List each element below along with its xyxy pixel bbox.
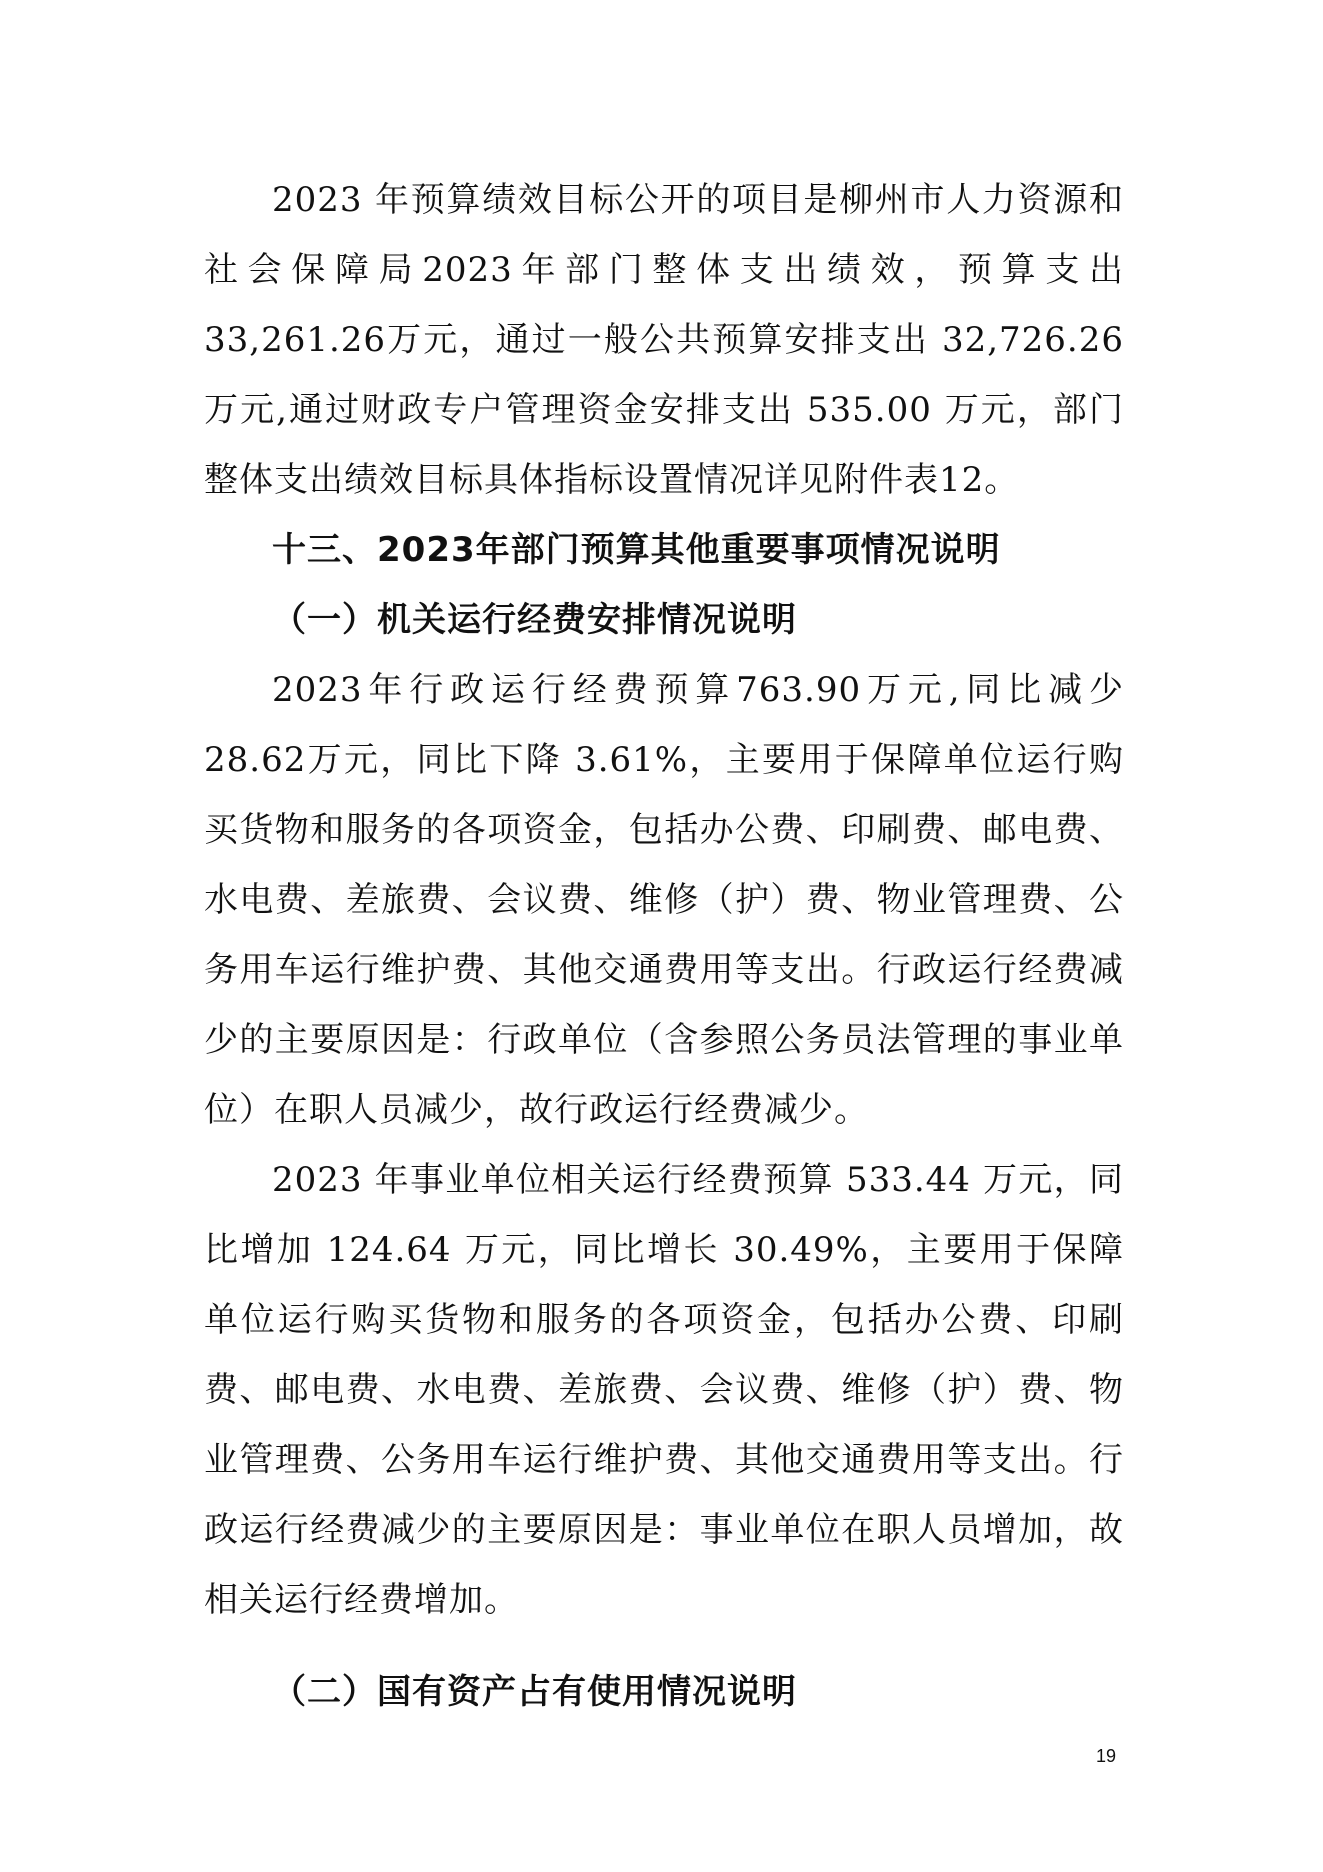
page-number: 19: [1096, 1746, 1117, 1766]
paragraph-institution-operating-costs: 2023 年事业单位相关运行经费预算 533.44 万元，同比增加 124.64 万元，同比增长 30.49%，主要用于保障单位运行购买货物和服务的各项资金，包括办公费、印刷费、邮电费、水电费、差旅费、会议费、维修（护）费、物业管理费、公务用车运行维护费、其他交通费用等支出。行政运行经费减少的主要原因是：事业单位在职人员增加，故相关运行经费增加。: [204, 1160, 1124, 1620]
subsection-heading-2: （二）国有资产占有使用情况说明: [272, 1672, 797, 1712]
section-heading-13: 十三、2023年部门预算其他重要事项情况说明: [272, 530, 1001, 570]
page-content: [204, 165, 1124, 1727]
paragraph-performance-goals: 2023 年预算绩效目标公开的项目是柳州市人力资源和社会保障局2023年部门整体支出绩效，预算支出33,261.26万元，通过一般公共预算安排支出 32,726.26 万元,通过财政专户管理资金安排支出 535.00 万元，部门整体支出绩效目标具体指标设置情况详见附件表12。: [204, 180, 1124, 500]
subsection-heading-1: （一）机关运行经费安排情况说明: [272, 600, 797, 640]
paragraph-admin-operating-costs: 2023年行政运行经费预算763.90万元,同比减少28.62万元，同比下降 3.61%，主要用于保障单位运行购买货物和服务的各项资金，包括办公费、印刷费、邮电费、水电费、差旅费、会议费、维修（护）费、物业管理费、公务用车运行维护费、其他交通费用等支出。行政运行经费减少的主要原因是：行政单位（含参照公务员法管理的事业单位）在职人员减少，故行政运行经费减少。: [204, 670, 1124, 1130]
